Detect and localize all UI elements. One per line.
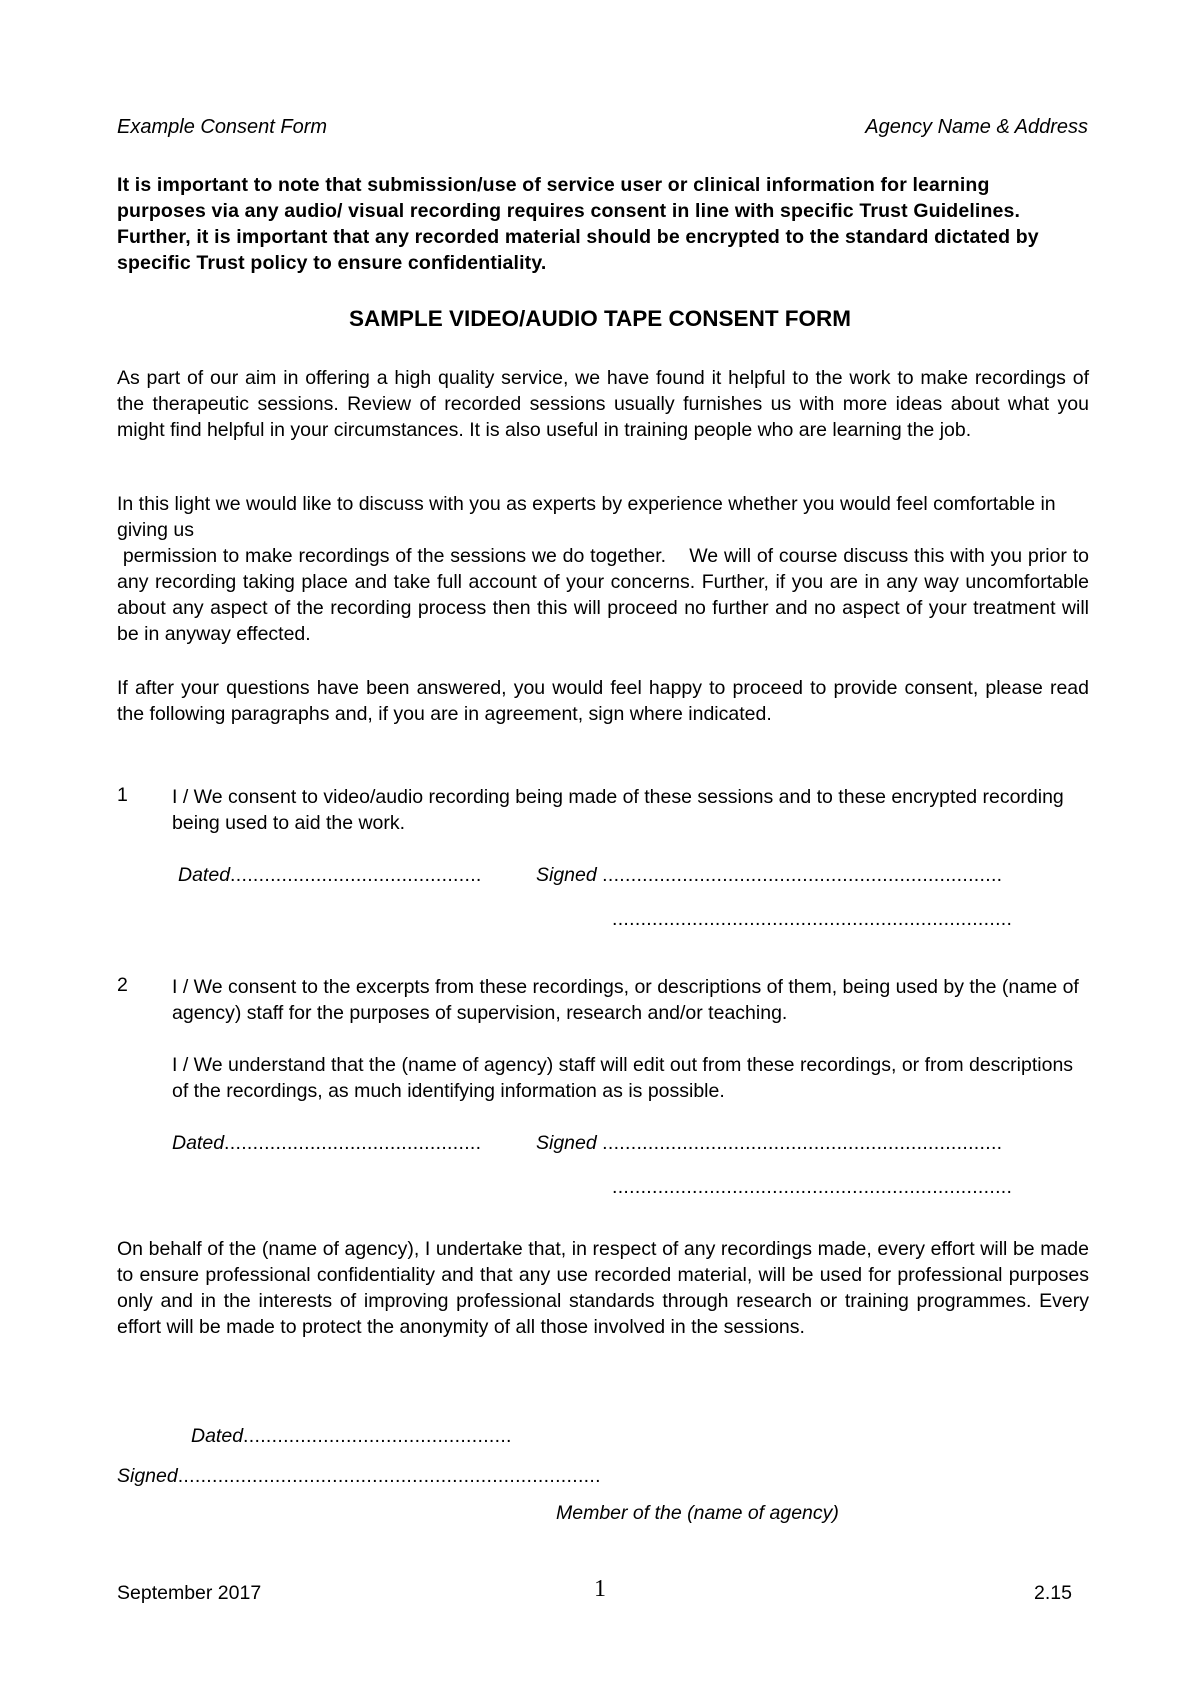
final-dated-line[interactable]: [191, 1425, 512, 1448]
item-1-signed-line-2[interactable]: ......................................................................: [612, 908, 1013, 930]
discussion-line-2: permission to make recordings of the sessions we do together. We will of course discuss this with you prior to any recording taking place and take full account of your concerns. Further, if you are in any way uncomfortable about any aspect of the recording process then this will proceed no further and no aspect of your treatment will be in anyway effected.: [117, 545, 1095, 645]
item-number: 1: [117, 784, 128, 806]
discussion-line-1: In this light we would like to discuss with you as experts by experience whether you would feel comfortable in giving us: [117, 493, 1056, 541]
header-form-name: Example Consent Form: [117, 116, 328, 138]
item-number: 2: [117, 974, 128, 996]
signed-label: Signed: [117, 1465, 178, 1487]
final-signed-line[interactable]: [117, 1465, 601, 1488]
page-number: 1: [594, 1576, 606, 1602]
dated-label: Dated: [191, 1425, 244, 1447]
item-1-signed-line[interactable]: [536, 864, 1002, 887]
signed-dots: ......................................................................: [602, 864, 1003, 886]
discussion-paragraph: [117, 491, 1095, 647]
item-2-signed-line[interactable]: [536, 1132, 1002, 1155]
proceed-paragraph: If after your questions have been answered, you would feel happy to proceed to provide consent, please read the following paragraphs and, if you are in agreement, sign where indicated.: [117, 677, 1089, 725]
item-2-dated-line[interactable]: [172, 1132, 481, 1155]
footer-date: September 2017: [117, 1582, 262, 1604]
signed-dots: ..........................................................................: [177, 1465, 601, 1487]
signed-label: Signed: [536, 1132, 597, 1154]
member-role-label: Member of the (name of agency): [556, 1502, 839, 1524]
dated-dots: .............................................: [224, 1132, 482, 1154]
dated-dots: ............................................: [230, 864, 482, 886]
dated-label: Dated: [178, 864, 231, 886]
form-title: SAMPLE VIDEO/AUDIO TAPE CONSENT FORM: [348, 306, 852, 331]
footer-version: 2.15: [1034, 1582, 1072, 1604]
item-1-dated-line[interactable]: [178, 864, 482, 887]
intro-paragraph: As part of our aim in offering a high quality service, we have found it helpful to the work to make recordings of the therapeutic sessions. Review of recorded sessions usually furnishes us with more ideas about what you might find helpful in your circumstances. It is also useful in training people who are learning the job.: [117, 367, 1089, 441]
agency-undertaking-paragraph: On behalf of the (name of agency), I undertake that, in respect of any recordings made, every effort will be made to ensure professional confidentiality and that any use recorded material, will be used for professional purposes only and in the interests of improving professional standards through research or training programmes. Every effort will be made to protect the anonymity of all those involved in the sessions.: [117, 1238, 1089, 1338]
confidentiality-notice: It is important to note that submission/use of service user or clinical information for learning purposes via any audio/ visual recording requires consent in line with specific Trust Guidelines. Further, it is important that any recorded material should be encrypted to the standard dictated by specific Trust policy to ensure confidentiality.: [117, 174, 1039, 274]
header-agency: Agency Name & Address: [865, 116, 1088, 138]
consent-item-1-text: I / We consent to video/audio recording being made of these sessions and to these encrypted recording being used to aid the work.: [172, 786, 1064, 834]
signed-dots: ......................................................................: [602, 1132, 1003, 1154]
signed-label: Signed: [536, 864, 597, 886]
dated-label: Dated: [172, 1132, 225, 1154]
item-2-signed-line-2[interactable]: ......................................................................: [612, 1176, 1013, 1198]
dated-dots: ...............................................: [243, 1425, 512, 1447]
consent-item-2-text: I / We consent to the excerpts from these recordings, or descriptions of them, being used by the (name of agency) staff for the purposes of supervision, research and/or teaching.: [172, 976, 1079, 1024]
consent-item-2-understanding: I / We understand that the (name of agency) staff will edit out from these recordings, or from descriptions of the recordings, as much identifying information as is possible.: [172, 1054, 1074, 1102]
